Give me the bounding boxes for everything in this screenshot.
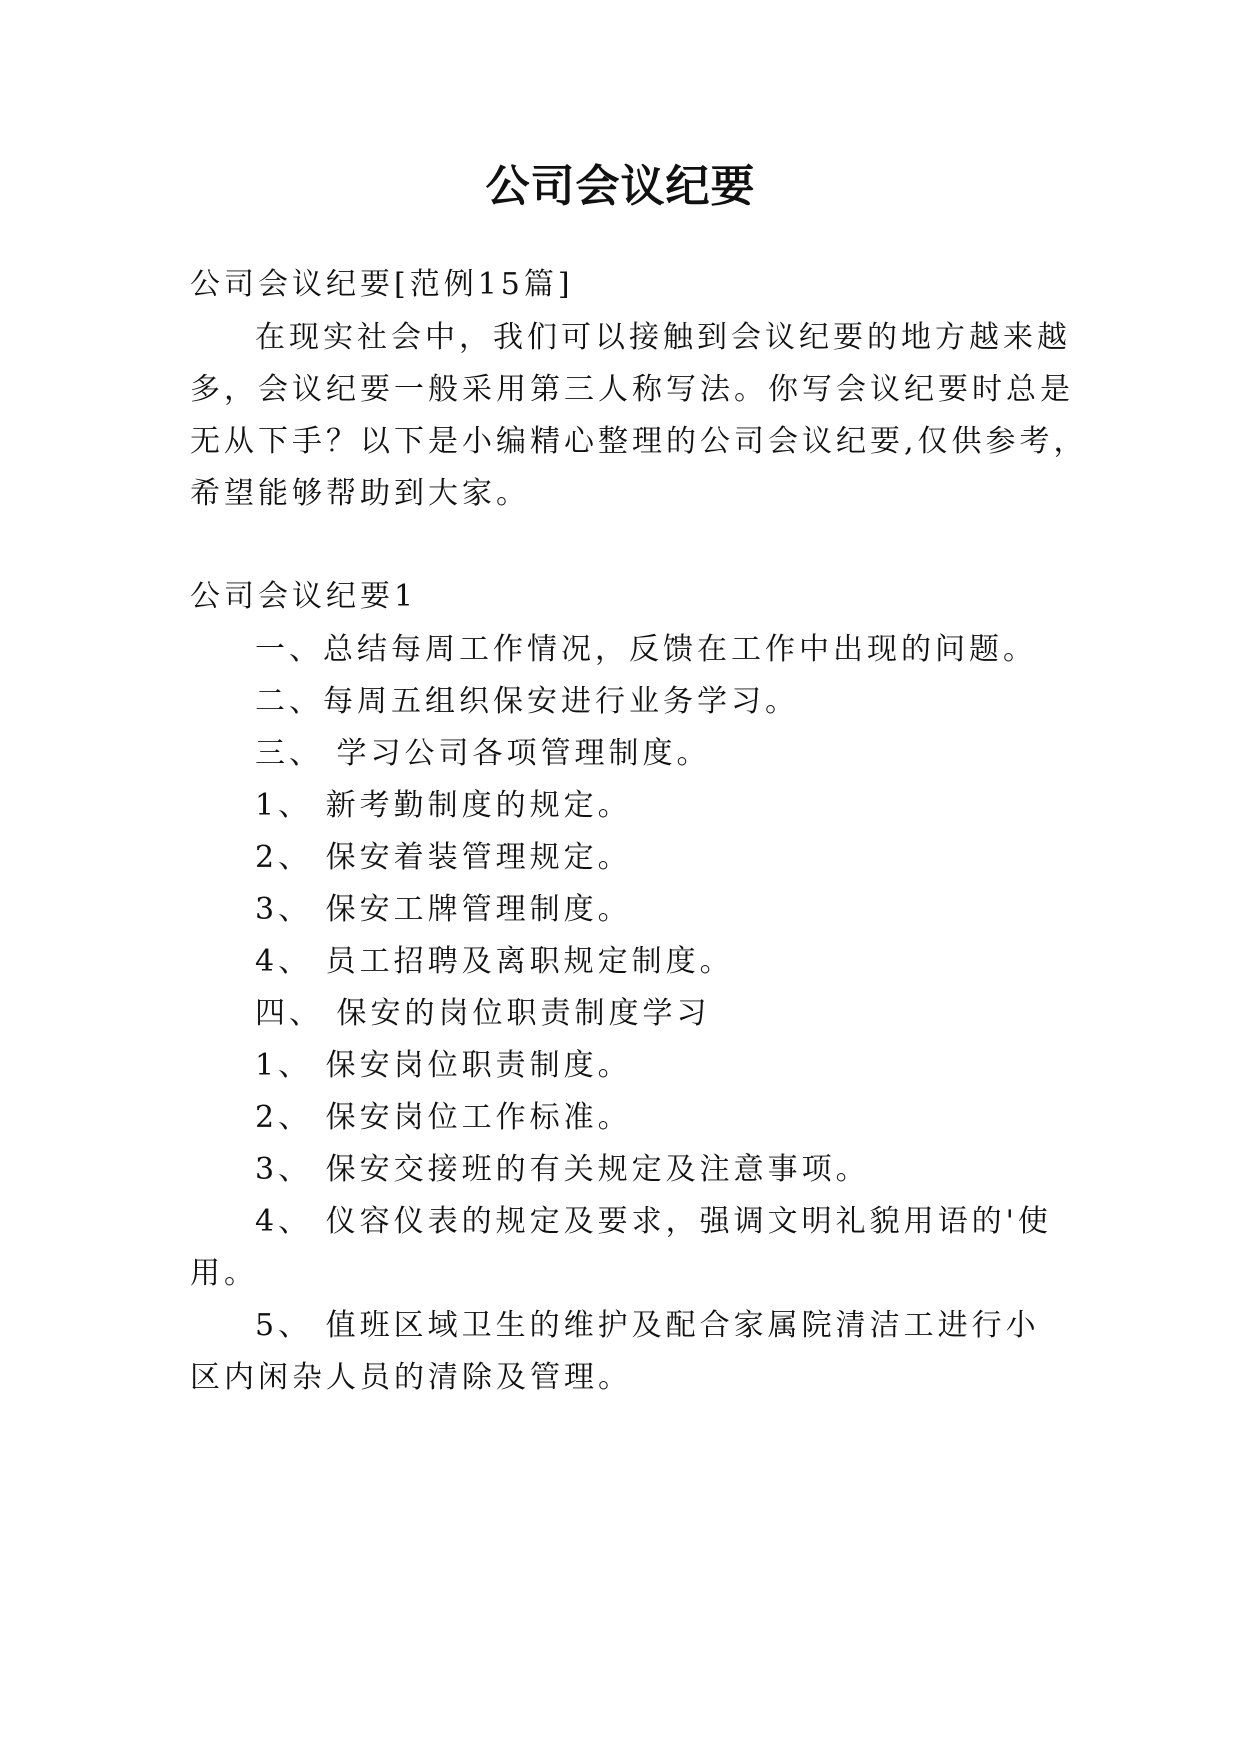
list-item: 3、 保安工牌管理制度。: [255, 892, 632, 927]
list-item: 1、 新考勤制度的规定。: [255, 788, 632, 823]
section-heading: 公司会议纪要1: [190, 579, 418, 614]
document-subtitle: 公司会议纪要[范例15篇]: [190, 267, 574, 302]
list-item: 5、 值班区域卫生的维护及配合家属院清洁工进行小: [255, 1308, 1040, 1343]
list-item: 4、 仪容仪表的规定及要求，强调文明礼貌用语的'使: [255, 1204, 1052, 1239]
list-item: 二、每周五组织保安进行业务学习。: [255, 684, 799, 719]
list-item: 四、 保安的岗位职责制度学习: [255, 996, 711, 1031]
list-item-continuation: 用。: [190, 1256, 258, 1291]
intro-line: 多，会议纪要一般采用第三人称写法。你写会议纪要时总是: [190, 372, 1074, 407]
list-item: 3、 保安交接班的有关规定及注意事项。: [255, 1152, 870, 1187]
intro-line: 无从下手？以下是小编精心整理的公司会议纪要,仅供参考，: [190, 424, 1088, 459]
list-item: 1、 保安岗位职责制度。: [255, 1048, 632, 1083]
list-item: 2、 保安着装管理规定。: [255, 840, 632, 875]
list-item: 三、 学习公司各项管理制度。: [255, 736, 711, 771]
document-title: 公司会议纪要: [485, 161, 756, 212]
list-item: 2、 保安岗位工作标准。: [255, 1100, 632, 1135]
list-item: 4、 员工招聘及离职规定制度。: [255, 944, 734, 979]
intro-line: 在现实社会中，我们可以接触到会议纪要的地方越来越: [255, 320, 1071, 355]
list-item-continuation: 区内闲杂人员的清除及管理。: [190, 1360, 632, 1395]
intro-line: 希望能够帮助到大家。: [190, 476, 530, 511]
list-item: 一、总结每周工作情况，反馈在工作中出现的问题。: [255, 632, 1037, 667]
